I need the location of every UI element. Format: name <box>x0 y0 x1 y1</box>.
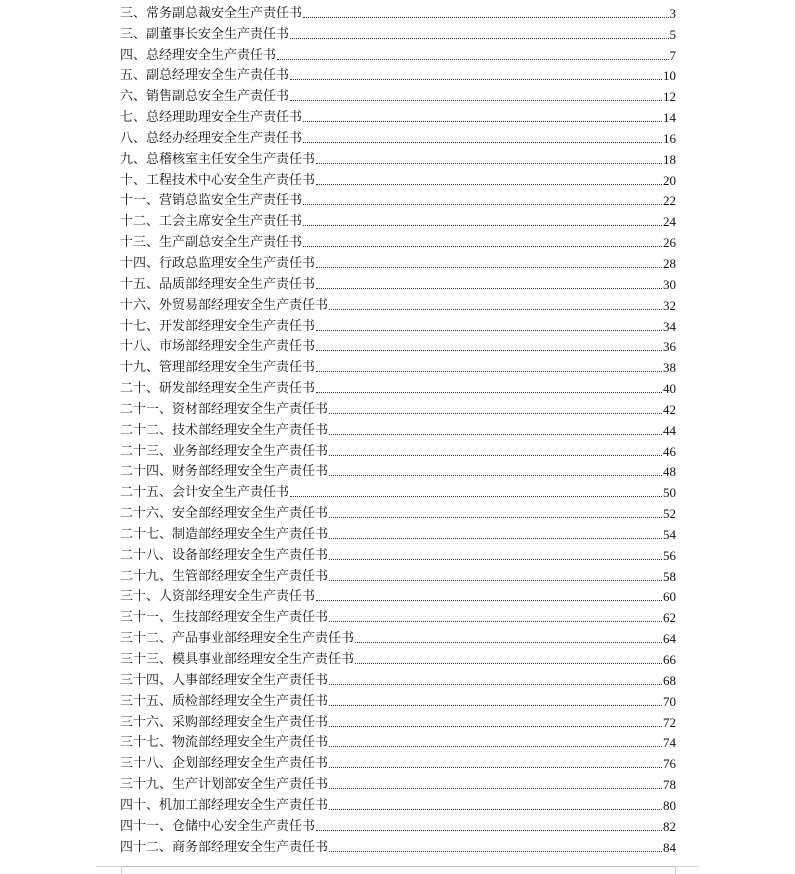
toc-dot-leader <box>290 37 668 39</box>
toc-dot-leader <box>290 495 662 497</box>
toc-entry-title: 二十、研发部经理安全生产责任书 <box>120 381 316 397</box>
toc-entry[interactable] <box>120 792 676 813</box>
toc-entry-title: 五、副总经理安全生产责任书 <box>120 68 290 84</box>
toc-entry-title: 十四、行政总监理安全生产责任书 <box>120 255 316 271</box>
toc-entry-title: 二十一、资材部经理安全生产责任书 <box>120 401 329 417</box>
toc-entry[interactable] <box>120 188 676 209</box>
toc-dot-leader <box>316 370 662 372</box>
toc-entry-title: 十二、工会主席安全生产责任书 <box>120 214 303 230</box>
toc-entry[interactable] <box>120 813 676 834</box>
toc-entry-page-number: 80 <box>663 797 676 813</box>
toc-entry[interactable] <box>120 42 676 63</box>
toc-entry-title: 二十二、技术部经理安全生产责任书 <box>120 422 329 438</box>
toc-entry[interactable] <box>120 21 676 42</box>
toc-entry-title: 九、总稽核室主任安全生产责任书 <box>120 151 316 167</box>
toc-dot-leader <box>329 850 662 852</box>
toc-entry[interactable] <box>120 563 676 584</box>
toc-entry-title: 十七、开发部经理安全生产责任书 <box>120 318 316 334</box>
toc-dot-leader <box>329 745 662 747</box>
toc-entry[interactable] <box>120 750 676 771</box>
toc-entry[interactable] <box>120 709 676 730</box>
toc-entry-page-number: 28 <box>663 255 676 271</box>
toc-entry-page-number: 16 <box>663 130 676 146</box>
toc-entry-title: 二十五、会计安全生产责任书 <box>120 485 290 501</box>
toc-entry[interactable] <box>120 417 676 438</box>
toc-dot-leader <box>316 266 662 268</box>
toc-entry[interactable] <box>120 479 676 500</box>
toc-entry-title: 十八、市场部经理安全生产责任书 <box>120 339 316 355</box>
toc-entry[interactable] <box>120 584 676 605</box>
toc-entry-page-number: 18 <box>663 151 676 167</box>
toc-entry-title: 二十三、业务部经理安全生产责任书 <box>120 443 329 459</box>
toc-dot-leader <box>329 704 662 706</box>
toc-dot-leader <box>290 99 662 101</box>
toc-entry-page-number: 60 <box>663 589 676 605</box>
toc-dot-leader <box>329 433 662 435</box>
toc-dot-leader <box>355 641 662 643</box>
toc-dot-leader <box>329 579 662 581</box>
toc-entry-page-number: 58 <box>663 568 676 584</box>
toc-entry-page-number: 24 <box>663 214 676 230</box>
toc-entry-page-number: 30 <box>663 276 676 292</box>
toc-entry-page-number: 84 <box>663 839 676 855</box>
toc-entry[interactable] <box>120 625 676 646</box>
toc-entry[interactable] <box>120 500 676 521</box>
toc-entry-page-number: 50 <box>663 485 676 501</box>
toc-entry-title: 三、常务副总裁安全生产责任书 <box>120 5 303 21</box>
toc-entry[interactable] <box>120 104 676 125</box>
toc-entry-title: 二十八、设备部经理安全生产责任书 <box>120 547 329 563</box>
toc-entry[interactable] <box>120 375 676 396</box>
toc-entry[interactable] <box>120 83 676 104</box>
toc-entry-title: 七、总经理助理安全生产责任书 <box>120 110 303 126</box>
toc-entry-title: 三十五、质检部经理安全生产责任书 <box>120 693 329 709</box>
toc-entry[interactable] <box>120 354 676 375</box>
toc-entry-title: 二十七、制造部经理安全生产责任书 <box>120 526 329 542</box>
toc-dot-leader <box>329 454 662 456</box>
toc-entry-title: 三十九、生产计划部安全生产责任书 <box>120 777 329 793</box>
toc-dot-leader <box>355 662 662 664</box>
toc-entry[interactable] <box>120 688 676 709</box>
toc-entry-title: 二十九、生管部经理安全生产责任书 <box>120 568 329 584</box>
toc-entry-page-number: 46 <box>663 443 676 459</box>
toc-entry-page-number: 26 <box>663 235 676 251</box>
table-of-contents <box>120 0 676 855</box>
toc-dot-leader <box>329 308 662 310</box>
toc-dot-leader <box>329 516 662 518</box>
toc-entry-page-number: 36 <box>663 339 676 355</box>
toc-entry-title: 三、副董事长安全生产责任书 <box>120 26 290 42</box>
toc-entry-title: 三十、人资部经理安全生产责任书 <box>120 589 316 605</box>
toc-dot-leader <box>316 391 662 393</box>
toc-entry[interactable] <box>120 646 676 667</box>
toc-dot-leader <box>329 620 662 622</box>
toc-entry-page-number: 62 <box>663 610 676 626</box>
toc-entry-page-number: 20 <box>663 172 676 188</box>
toc-dot-leader <box>316 599 662 601</box>
toc-dot-leader <box>303 120 662 122</box>
toc-entry-page-number: 48 <box>663 464 676 480</box>
toc-entry-title: 十六、外贸易部经理安全生产责任书 <box>120 297 329 313</box>
toc-entry-page-number: 74 <box>663 735 676 751</box>
toc-entry-page-number: 54 <box>663 526 676 542</box>
toc-entry-page-number: 72 <box>663 714 676 730</box>
toc-dot-leader <box>316 329 662 331</box>
toc-dot-leader <box>329 725 662 727</box>
toc-entry-page-number: 22 <box>663 193 676 209</box>
toc-dot-leader <box>290 78 662 80</box>
toc-entry-page-number: 70 <box>663 693 676 709</box>
page-edge-left <box>96 866 121 867</box>
toc-entry-title: 三十四、人事部经理安全生产责任书 <box>120 672 329 688</box>
toc-entry-title: 四十二、商务部经理安全生产责任书 <box>120 839 329 855</box>
toc-dot-leader <box>316 183 662 185</box>
toc-entry[interactable] <box>120 771 676 792</box>
page-edge-right <box>674 866 699 867</box>
toc-entry[interactable] <box>120 396 676 417</box>
toc-entry-title: 十三、生产副总安全生产责任书 <box>120 235 303 251</box>
toc-entry-page-number: 42 <box>663 401 676 417</box>
toc-entry-page-number: 56 <box>663 547 676 563</box>
toc-entry-title: 十九、管理部经理安全生产责任书 <box>120 360 316 376</box>
toc-dot-leader <box>303 16 668 18</box>
toc-entry[interactable] <box>120 521 676 542</box>
toc-dot-leader <box>329 558 662 560</box>
toc-entry-title: 四十一、仓储中心安全生产责任书 <box>120 818 316 834</box>
toc-dot-leader <box>316 829 662 831</box>
toc-entry-page-number: 32 <box>663 297 676 313</box>
toc-dot-leader <box>329 808 662 810</box>
toc-entry[interactable] <box>120 604 676 625</box>
toc-entry-page-number: 3 <box>669 5 676 21</box>
toc-entry[interactable] <box>120 229 676 250</box>
toc-entry-page-number: 14 <box>663 110 676 126</box>
toc-entry-title: 四十、机加工部经理安全生产责任书 <box>120 797 329 813</box>
toc-entry[interactable] <box>120 313 676 334</box>
toc-entry[interactable] <box>120 292 676 313</box>
toc-dot-leader <box>303 141 662 143</box>
toc-entry[interactable] <box>120 271 676 292</box>
toc-entry-title: 十、工程技术中心安全生产责任书 <box>120 172 316 188</box>
toc-dot-leader <box>277 58 668 60</box>
toc-entry-title: 六、销售副总安全生产责任书 <box>120 89 290 105</box>
toc-entry-title: 四、总经理安全生产责任书 <box>120 47 277 63</box>
toc-dot-leader <box>316 287 662 289</box>
toc-entry[interactable] <box>120 63 676 84</box>
toc-entry-title: 三十八、企划部经理安全生产责任书 <box>120 756 329 772</box>
toc-entry-title: 三十一、生技部经理安全生产责任书 <box>120 610 329 626</box>
toc-entry[interactable] <box>120 146 676 167</box>
toc-entry-page-number: 66 <box>663 652 676 667</box>
toc-entry-title: 二十四、财务部经理安全生产责任书 <box>120 464 329 480</box>
toc-entry-title: 十一、营销总监安全生产责任书 <box>120 193 303 209</box>
toc-dot-leader <box>303 203 662 205</box>
toc-entry-page-number: 40 <box>663 381 676 397</box>
toc-entry-page-number: 12 <box>663 89 676 105</box>
toc-dot-leader <box>329 787 662 789</box>
toc-dot-leader <box>303 224 662 226</box>
toc-entry[interactable] <box>120 250 676 271</box>
toc-dot-leader <box>329 412 662 414</box>
toc-dot-leader <box>316 162 662 164</box>
toc-dot-leader <box>303 245 662 247</box>
toc-entry-page-number: 68 <box>663 672 676 688</box>
toc-dot-leader <box>329 766 662 768</box>
toc-entry[interactable] <box>120 438 676 459</box>
toc-entry-title: 八、总经办经理安全生产责任书 <box>120 130 303 146</box>
toc-entry[interactable] <box>120 459 676 480</box>
toc-entry[interactable] <box>120 0 676 21</box>
toc-entry-title: 三十二、产品事业部经理安全生产责任书 <box>120 631 355 647</box>
toc-entry[interactable] <box>120 730 676 751</box>
toc-entry-page-number: 10 <box>663 68 676 84</box>
toc-dot-leader <box>329 537 662 539</box>
toc-entry-page-number: 5 <box>669 26 676 42</box>
toc-entry-page-number: 52 <box>663 506 676 522</box>
toc-entry-page-number: 38 <box>663 360 676 376</box>
toc-dot-leader <box>329 474 662 476</box>
toc-entry[interactable] <box>120 834 676 855</box>
toc-entry[interactable] <box>120 125 676 146</box>
toc-entry[interactable] <box>120 667 676 688</box>
toc-entry[interactable] <box>120 208 676 229</box>
toc-entry-page-number: 82 <box>663 818 676 834</box>
toc-entry[interactable] <box>120 542 676 563</box>
toc-entry-page-number: 78 <box>663 777 676 793</box>
toc-entry-page-number: 7 <box>669 47 676 63</box>
toc-entry-page-number: 34 <box>663 318 676 334</box>
toc-entry-page-number: 64 <box>663 631 676 647</box>
toc-entry[interactable] <box>120 167 676 188</box>
toc-dot-leader <box>316 349 662 351</box>
toc-entry-page-number: 44 <box>663 422 676 438</box>
toc-entry-title: 三十七、物流部经理安全生产责任书 <box>120 735 329 751</box>
toc-entry-title: 二十六、安全部经理安全生产责任书 <box>120 506 329 522</box>
toc-entry-title: 三十六、采购部经理安全生产责任书 <box>120 714 329 730</box>
toc-entry-title: 三十三、模具事业部经理安全生产责任书 <box>120 652 355 667</box>
toc-entry[interactable] <box>120 334 676 355</box>
toc-entry-title: 十五、品质部经理安全生产责任书 <box>120 276 316 292</box>
toc-dot-leader <box>329 683 662 685</box>
toc-entry-page-number: 76 <box>663 756 676 772</box>
